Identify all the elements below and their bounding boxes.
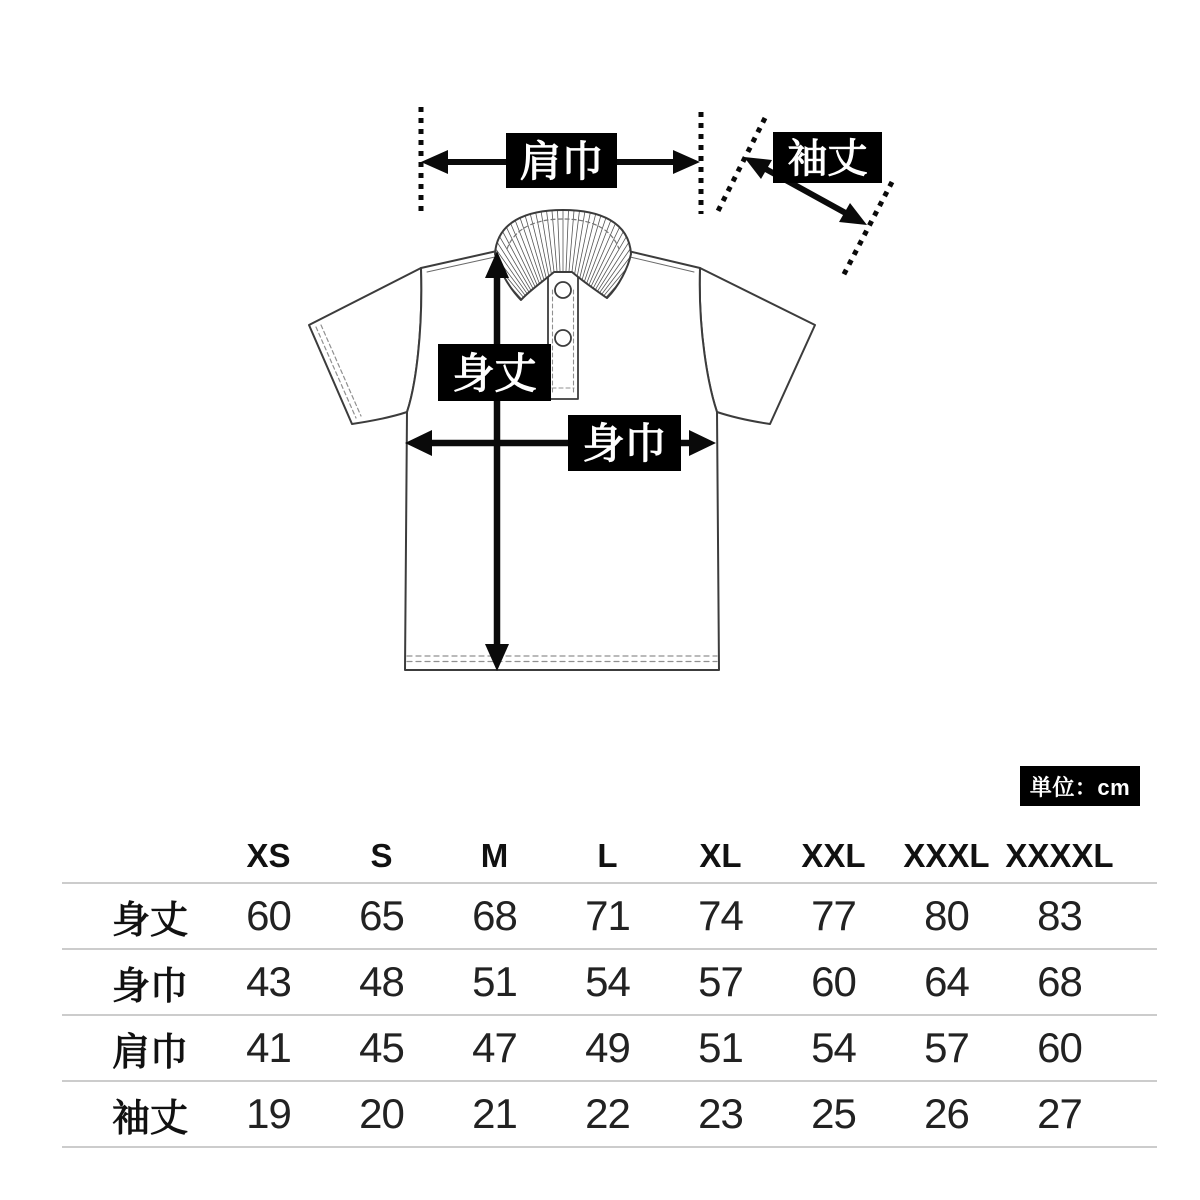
table-row	[62, 1016, 1157, 1082]
table-cell: 43	[246, 958, 291, 1005]
table-cell: 20	[359, 1090, 404, 1137]
measure-label-body-width	[568, 415, 681, 471]
column-header-s: S	[370, 837, 393, 874]
row-label: 袖丈	[111, 1097, 188, 1140]
row-label: 身巾	[111, 965, 188, 1008]
size-table	[62, 830, 1157, 1148]
polo-shirt-illustration	[309, 203, 815, 670]
measure-label-sleeve-length	[773, 132, 882, 183]
table-cell: 77	[811, 892, 856, 939]
column-header-xxl: XXL	[801, 837, 866, 874]
table-cell: 51	[472, 958, 517, 1005]
table-cell: 74	[698, 892, 743, 939]
table-cell: 57	[924, 1024, 969, 1071]
table-cell: 65	[359, 892, 404, 939]
sleeve-guide-lower	[842, 182, 892, 278]
table-cell: 27	[1037, 1090, 1082, 1137]
table-cell: 54	[585, 958, 630, 1005]
table-cell: 68	[472, 892, 517, 939]
column-header-l: L	[597, 837, 618, 874]
button-bottom	[555, 330, 571, 346]
column-header-xxxxl: XXXXL	[1005, 837, 1114, 874]
table-row	[62, 950, 1157, 1016]
table-row	[62, 1082, 1157, 1148]
table-cell: 54	[811, 1024, 856, 1071]
measure-label-shoulder-width	[506, 133, 617, 188]
column-header-m: M	[480, 837, 509, 874]
table-cell: 64	[924, 958, 969, 1005]
table-cell: 60	[1037, 1024, 1082, 1071]
column-header-xl: XL	[699, 837, 742, 874]
table-cell: 80	[924, 892, 969, 939]
table-cell: 21	[472, 1090, 517, 1137]
table-cell: 60	[811, 958, 856, 1005]
table-cell: 25	[811, 1090, 856, 1137]
column-header-xxxl: XXXL	[903, 837, 990, 874]
table-cell: 60	[246, 892, 291, 939]
table-cell: 26	[924, 1090, 969, 1137]
table-cell: 83	[1037, 892, 1082, 939]
column-header-xs: XS	[246, 837, 291, 874]
table-cell: 51	[698, 1024, 743, 1071]
left-sleeve	[309, 268, 421, 424]
table-cell: 41	[246, 1024, 291, 1071]
table-cell: 57	[698, 958, 743, 1005]
table-cell: 68	[1037, 958, 1082, 1005]
table-row	[62, 884, 1157, 950]
table-header-row	[62, 830, 1157, 884]
body-width-label: 身巾	[582, 420, 667, 467]
unit-badge: 単位：cm	[1020, 766, 1140, 806]
table-cell: 48	[359, 958, 404, 1005]
table-cell: 45	[359, 1024, 404, 1071]
table-cell: 19	[246, 1090, 291, 1137]
row-label: 身丈	[111, 899, 188, 942]
right-sleeve	[700, 268, 815, 424]
table-cell: 49	[585, 1024, 630, 1071]
shoulder-width-label: 肩巾	[519, 138, 604, 185]
table-cell: 71	[585, 892, 630, 939]
table-cell: 47	[472, 1024, 517, 1071]
row-label: 肩巾	[111, 1031, 188, 1074]
table-cell: 23	[698, 1090, 743, 1137]
table-cell: 22	[585, 1090, 630, 1137]
button-top	[555, 282, 571, 298]
body-length-label: 身丈	[452, 350, 537, 397]
measure-label-body-length	[438, 344, 551, 401]
sleeve-length-label: 袖丈	[787, 137, 868, 181]
